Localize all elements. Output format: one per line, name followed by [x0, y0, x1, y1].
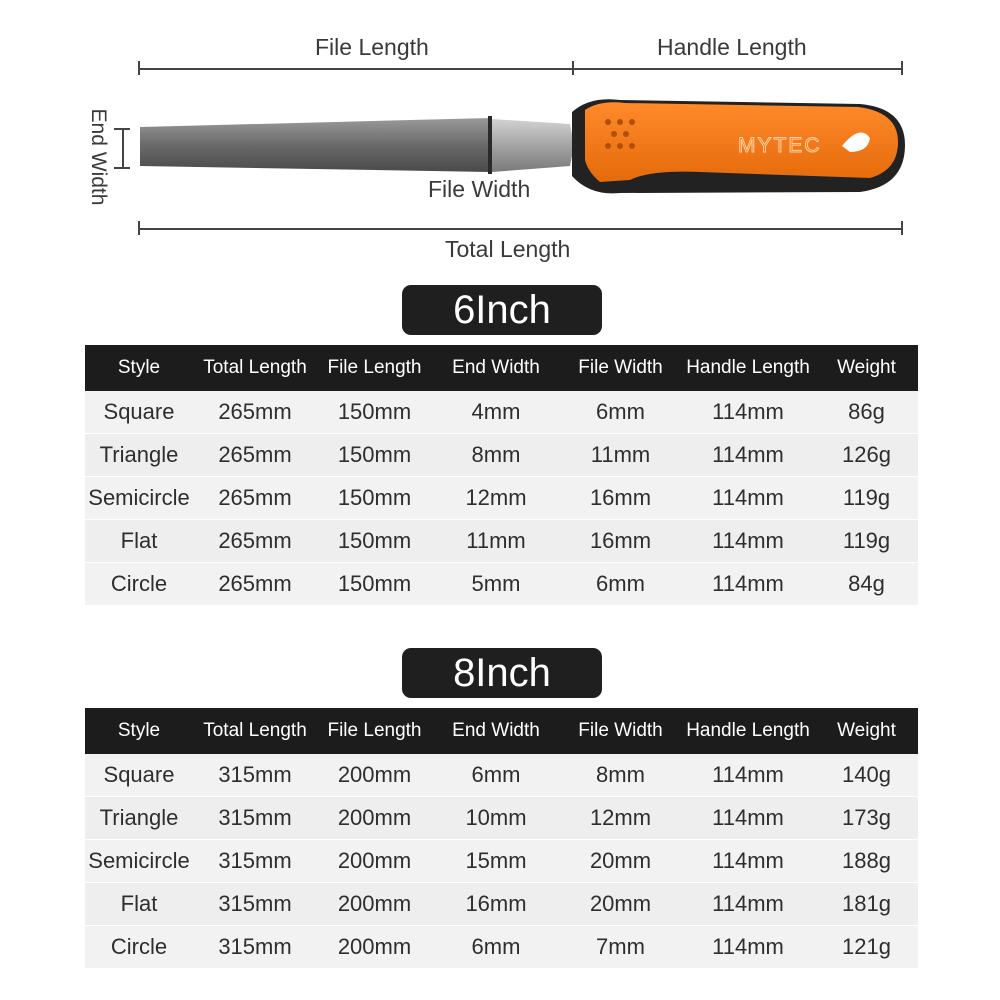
cell-file-width: 6mm [560, 391, 681, 434]
cell-style: Semicircle [85, 477, 193, 520]
cell-end-width: 12mm [432, 477, 560, 520]
column-header: File Length [317, 345, 432, 391]
cell-weight: 181g [815, 883, 918, 926]
cell-weight: 119g [815, 477, 918, 520]
table-header-row [85, 708, 918, 754]
cell-style: Semicircle [85, 840, 193, 883]
cell-style: Circle [85, 926, 193, 969]
table-row [85, 563, 918, 606]
file-length-label: File Length [315, 34, 429, 60]
table-header-row [85, 345, 918, 391]
cell-style: Circle [85, 563, 193, 606]
cell-weight: 84g [815, 563, 918, 606]
cell-total-length: 315mm [193, 840, 317, 883]
column-header: End Width [432, 708, 560, 754]
brand-logo: MYTEC [738, 134, 822, 157]
cell-total-length: 315mm [193, 883, 317, 926]
cell-total-length: 315mm [193, 797, 317, 840]
column-header: Handle Length [681, 708, 815, 754]
cell-weight: 173g [815, 797, 918, 840]
cell-handle-length: 114mm [681, 840, 815, 883]
table-row [85, 520, 918, 563]
file-width-label: File Width [428, 176, 531, 202]
column-header: Weight [815, 345, 918, 391]
cell-file-length: 200mm [317, 926, 432, 969]
column-header: Total Length [193, 708, 317, 754]
size-badge-8inch: 8Inch [402, 648, 602, 698]
spec-table-8inch [85, 708, 918, 969]
cell-file-length: 200mm [317, 840, 432, 883]
cell-total-length: 265mm [193, 563, 317, 606]
cell-style: Flat [85, 520, 193, 563]
cell-style: Square [85, 391, 193, 434]
column-header: File Length [317, 708, 432, 754]
cell-handle-length: 114mm [681, 883, 815, 926]
cell-style: Triangle [85, 434, 193, 477]
cell-style: Flat [85, 883, 193, 926]
cell-weight: 86g [815, 391, 918, 434]
cell-handle-length: 114mm [681, 391, 815, 434]
cell-handle-length: 114mm [681, 797, 815, 840]
cell-file-length: 200mm [317, 754, 432, 797]
cell-weight: 140g [815, 754, 918, 797]
cell-file-width: 16mm [560, 477, 681, 520]
cell-total-length: 315mm [193, 926, 317, 969]
end-width-label: End Width [87, 108, 110, 206]
cell-handle-length: 114mm [681, 926, 815, 969]
table-row [85, 754, 918, 797]
table-row [85, 797, 918, 840]
cell-total-length: 265mm [193, 520, 317, 563]
table-row [85, 840, 918, 883]
cell-end-width: 11mm [432, 520, 560, 563]
cell-file-length: 150mm [317, 563, 432, 606]
cell-handle-length: 114mm [681, 563, 815, 606]
file-tang [492, 119, 574, 172]
cell-file-width: 12mm [560, 797, 681, 840]
cell-handle-length: 114mm [681, 434, 815, 477]
cell-end-width: 6mm [432, 754, 560, 797]
cell-total-length: 265mm [193, 391, 317, 434]
cell-file-length: 150mm [317, 477, 432, 520]
cell-file-width: 16mm [560, 520, 681, 563]
cell-end-width: 5mm [432, 563, 560, 606]
column-header: Style [85, 345, 193, 391]
file-width-marker [488, 116, 492, 174]
table-row [85, 391, 918, 434]
cell-file-width: 8mm [560, 754, 681, 797]
table-row [85, 477, 918, 520]
cell-total-length: 265mm [193, 434, 317, 477]
file-blade [140, 118, 490, 172]
column-header: File Width [560, 708, 681, 754]
cell-end-width: 16mm [432, 883, 560, 926]
column-header: Style [85, 708, 193, 754]
column-header: Handle Length [681, 345, 815, 391]
cell-end-width: 15mm [432, 840, 560, 883]
column-header: File Width [560, 345, 681, 391]
cell-file-length: 200mm [317, 883, 432, 926]
column-header: Weight [815, 708, 918, 754]
cell-weight: 119g [815, 520, 918, 563]
cell-style: Square [85, 754, 193, 797]
cell-style: Triangle [85, 797, 193, 840]
cell-file-width: 20mm [560, 840, 681, 883]
cell-file-width: 7mm [560, 926, 681, 969]
cell-file-width: 11mm [560, 434, 681, 477]
cell-total-length: 265mm [193, 477, 317, 520]
cell-end-width: 8mm [432, 434, 560, 477]
column-header: Total Length [193, 345, 317, 391]
cell-file-length: 150mm [317, 520, 432, 563]
cell-file-length: 200mm [317, 797, 432, 840]
cell-handle-length: 114mm [681, 520, 815, 563]
cell-file-length: 150mm [317, 391, 432, 434]
spec-table-6inch [85, 345, 918, 606]
size-badge-6inch: 6Inch [402, 285, 602, 335]
cell-end-width: 4mm [432, 391, 560, 434]
table-row [85, 926, 918, 969]
cell-file-width: 6mm [560, 563, 681, 606]
cell-handle-length: 114mm [681, 477, 815, 520]
handle-length-label: Handle Length [657, 34, 807, 60]
cell-weight: 126g [815, 434, 918, 477]
cell-handle-length: 114mm [681, 754, 815, 797]
table-row [85, 434, 918, 477]
table-row [85, 883, 918, 926]
cell-file-width: 20mm [560, 883, 681, 926]
cell-weight: 121g [815, 926, 918, 969]
cell-end-width: 10mm [432, 797, 560, 840]
file-tool-illustration [0, 0, 1000, 260]
cell-weight: 188g [815, 840, 918, 883]
cell-end-width: 6mm [432, 926, 560, 969]
total-length-label: Total Length [445, 236, 571, 262]
cell-file-length: 150mm [317, 434, 432, 477]
column-header: End Width [432, 345, 560, 391]
cell-total-length: 315mm [193, 754, 317, 797]
